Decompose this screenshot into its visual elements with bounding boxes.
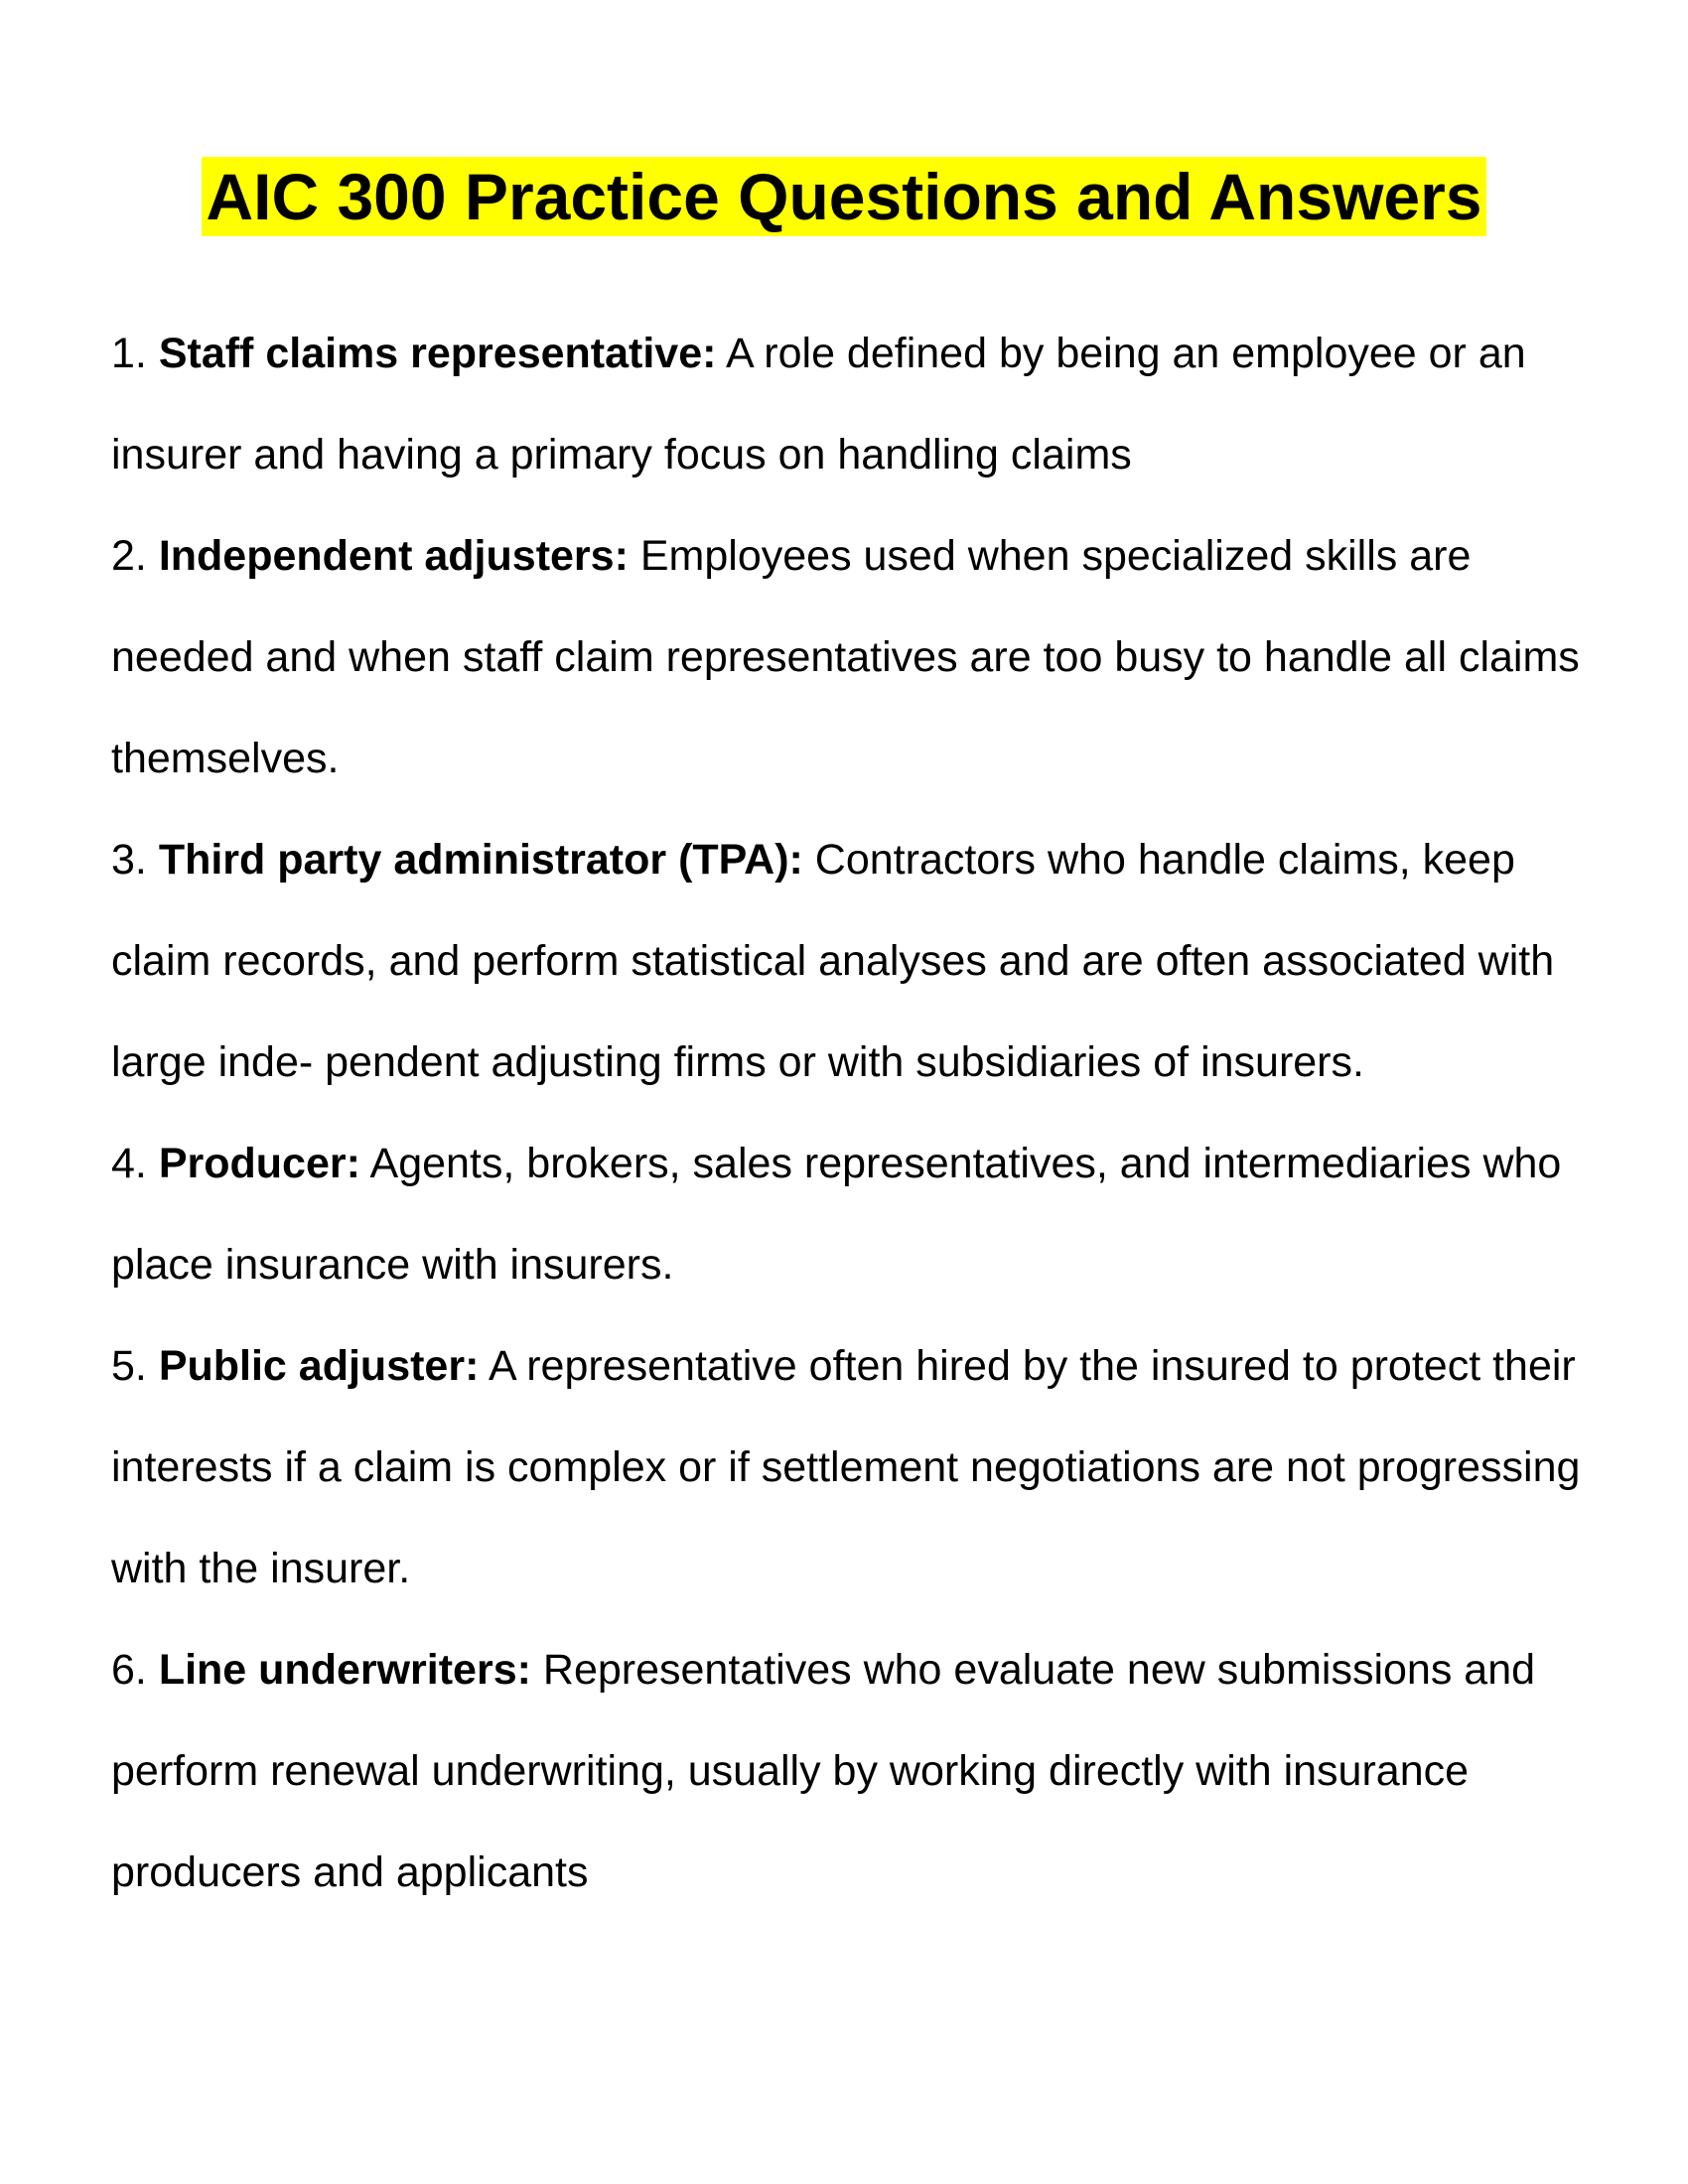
- qa-item-4: [111, 1113, 1591, 1315]
- item-term: Independent adjusters:: [158, 532, 629, 580]
- item-definition: Agents, brokers, sales representatives, and intermediaries who place insurance with insurers.: [111, 1140, 1562, 1289]
- item-definition: Employees used when specialized skills are needed and when staff claim representatives are too busy to handle all claims themselves.: [111, 532, 1580, 782]
- qa-item-3: [111, 809, 1591, 1113]
- item-number: 1.: [111, 330, 147, 377]
- item-number: 4.: [111, 1140, 147, 1187]
- page-title: AIC 300 Practice Questions and Answers: [202, 157, 1485, 236]
- item-number: 3.: [111, 836, 147, 884]
- item-definition: A representative often hired by the insured to protect their interests if a claim is complex or if settlement negotiations are not progressing with the insurer.: [111, 1342, 1581, 1592]
- item-number: 2.: [111, 532, 147, 580]
- item-number: 5.: [111, 1342, 147, 1390]
- qa-item-1: [111, 303, 1591, 505]
- item-definition: A role defined by being an employee or an insurer and having a primary focus on handling claims: [111, 330, 1526, 478]
- title-wrapper: [0, 157, 1688, 236]
- qa-item-2: [111, 505, 1591, 809]
- qa-item-6: [111, 1619, 1591, 1923]
- item-number: 6.: [111, 1646, 147, 1694]
- qa-list: [111, 303, 1591, 1923]
- item-definition: Contractors who handle claims, keep claim records, and perform statistical analyses and are often associated with large inde- pendent adjusting firms or with subsidiaries of insurers.: [111, 836, 1555, 1086]
- item-term: Line underwriters:: [158, 1646, 531, 1694]
- item-term: Public adjuster:: [158, 1342, 480, 1390]
- item-term: Producer:: [158, 1140, 360, 1187]
- item-term: Staff claims representative:: [158, 330, 717, 377]
- qa-item-5: [111, 1315, 1591, 1619]
- item-definition: Representatives who evaluate new submissions and perform renewal underwriting, usually by working directly with insurance producers and applicants: [111, 1646, 1536, 1896]
- item-term: Third party administrator (TPA):: [158, 836, 803, 884]
